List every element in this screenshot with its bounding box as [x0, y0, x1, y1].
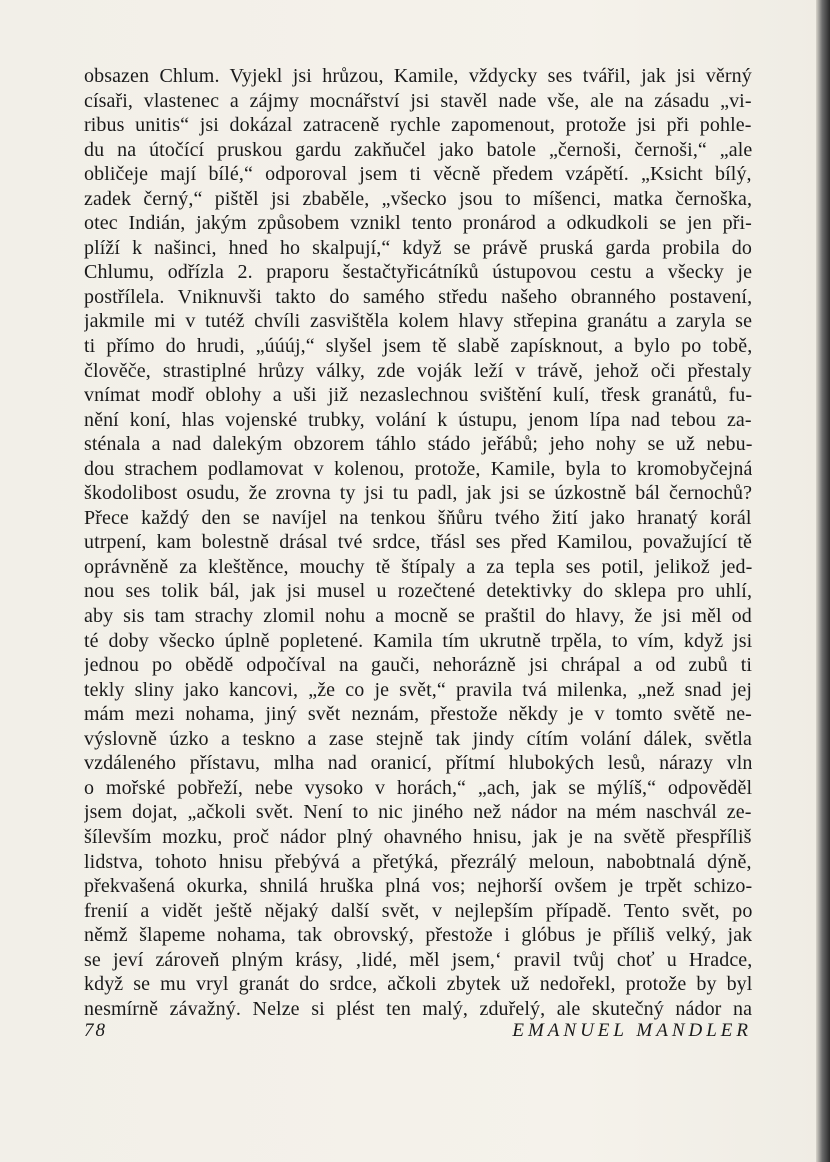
- text-line: plíží k našinci, hned ho skalpují,“ když se právě pruská garda probila do: [84, 236, 752, 259]
- book-spine-edge: [816, 0, 830, 1162]
- text-line: sténala a nad dalekým obzorem táhlo stádo jeřábů; jeho nohy se už nebu-: [84, 433, 752, 456]
- text-line: když se mu vryl granát do srdce, ačkoli zbytek už nedořekl, protože by byl: [84, 973, 752, 996]
- text-line: jednou po obědě odpočíval na gauči, nehorázně jsi chrápal a od zubů ti: [84, 654, 752, 677]
- text-line: šílevším mozku, proč nádor plný ohavného hnisu, jak je na světě přespříliš: [84, 825, 752, 848]
- text-line: výslovně úzko a teskno a zase stejně tak jindy cítím volání dálek, světla: [84, 727, 752, 750]
- body-text: [84, 64, 752, 1021]
- text-line: zadek černý,“ pištěl jsi zbaběle, „všecko jsou to míšenci, matka černoška,: [84, 187, 752, 210]
- text-line: ti přímo do hrudi, „úúúj,“ slyšel jsem tě slabě zapísknout, a bylo po tobě,: [84, 335, 752, 358]
- text-line: otec Indián, jakým způsobem vznikl tento pronárod a odkudkoli se jen při-: [84, 212, 752, 235]
- text-line: nou ses tolik bál, jak jsi musel u rozečtené detektivky do sklepa pro uhlí,: [84, 580, 752, 603]
- text-line: nění koní, hlas vojenské trubky, volání k ústupu, jenom lípa nad tebou za-: [84, 408, 752, 431]
- text-line: překvašená okurka, shnilá hruška plná vos; nejhorší ovšem je trpět schizo-: [84, 875, 752, 898]
- text-line: mám mezi nohama, jiný svět neznám, přestože někdy je v tomto světě ne-: [84, 703, 752, 726]
- text-line: postřílela. Vniknuvši takto do samého středu našeho obranného postavení,: [84, 285, 752, 308]
- text-line: dou strachem podlamovat v kolenou, protože, Kamile, byla to kromobyčejná: [84, 457, 752, 480]
- text-line: utrpení, kam bolestně drásal tvé srdce, třásl ses před Kamilou, považující tě: [84, 531, 752, 554]
- running-footer-author: EMANUEL MANDLER: [512, 1020, 752, 1041]
- text-line: té doby všecko úplně popletené. Kamila tím ukrutně trpěla, to vím, když jsi: [84, 629, 752, 652]
- text-line: obličeje mají bílé,“ odporoval jsem ti věcně předem vzápětí. „Ksicht bílý,: [84, 163, 752, 186]
- text-line: tekly sliny jako kancovi, „že co je svět,“ pravila tvá milenka, „než snad jej: [84, 678, 752, 701]
- text-line: císaři, vlastenec a zájmy mocnářství jsi stavěl nade vše, ale na zásadu „vi-: [84, 89, 752, 112]
- text-line: jsem dojat, „ačkoli svět. Není to nic jiného než nádor na mém naschvál ze-: [84, 801, 752, 824]
- page-footer: [84, 1020, 752, 1050]
- text-line: vzdáleného přístavu, mlha nad oranicí, přítmí hlubokých lesů, nárazy vln: [84, 752, 752, 775]
- text-line: obsazen Chlum. Vyjekl jsi hrůzou, Kamile, vždycky ses tvářil, jak jsi věrný: [84, 65, 752, 87]
- text-line: ribus unitis“ jsi dokázal zatraceně rychle zapomenout, protože jsi při pohle-: [84, 114, 752, 137]
- text-line: vnímat modř oblohy a uši již nezaslechnou svištění kulí, třesk granátů, fu-: [84, 384, 752, 407]
- text-line: člověče, strastiplné hrůzy války, zde voják leží v trávě, jehož oči přestaly: [84, 359, 752, 382]
- text-line: o mořské pobřeží, nebe vysoko v horách,“ „ach, jak se mýlíš,“ odpověděl: [84, 776, 752, 799]
- text-line: aby sis tam strachy zlomil nohu a mocně se praštil do hlavy, že jsi měl od: [84, 605, 752, 628]
- page-number: 78: [84, 1020, 107, 1041]
- text-line: oprávněně za kleštěnce, mouchy tě štípaly a za tepla ses potil, jelikož jed-: [84, 555, 752, 578]
- text-line: nesmírně závažný. Nelze si plést ten malý, zduřelý, ale skutečný nádor na: [84, 997, 752, 1020]
- text-line: jakmile mi v tutéž chvíli zasvištěla kolem hlavy střepina granátu a zaryla se: [84, 310, 752, 333]
- text-line: Chlumu, odřízla 2. praporu šestačtyřicátníků ústupovou cestu a všecky je: [84, 261, 752, 284]
- text-line: němž šlapeme nohama, tak obrovský, přestože i glóbus je příliš velký, jak: [84, 924, 752, 947]
- text-line: se jeví zároveň plným krásy, ‚lidé, měl jsem,‘ pravil tvůj choť u Hradce,: [84, 948, 752, 971]
- text-line: Přece každý den se navíjel na tenkou šňůru tvého žití jako hranatý korál: [84, 506, 752, 529]
- text-line: frenií a vidět ještě nějaký další svět, v nejlepším případě. Tento svět, po: [84, 899, 752, 922]
- text-line: du na útočící pruskou gardu zakňučel jako batole „černoši, černoši,“ „ale: [84, 138, 752, 161]
- text-line: lidstva, tohoto hnisu přebývá a přetýká, přezrálý meloun, nabobtnalá dýně,: [84, 850, 752, 873]
- text-line: škodolibost osudu, že zrovna ty jsi tu padl, jak jsi se úzkostně bál černochů?: [84, 482, 752, 505]
